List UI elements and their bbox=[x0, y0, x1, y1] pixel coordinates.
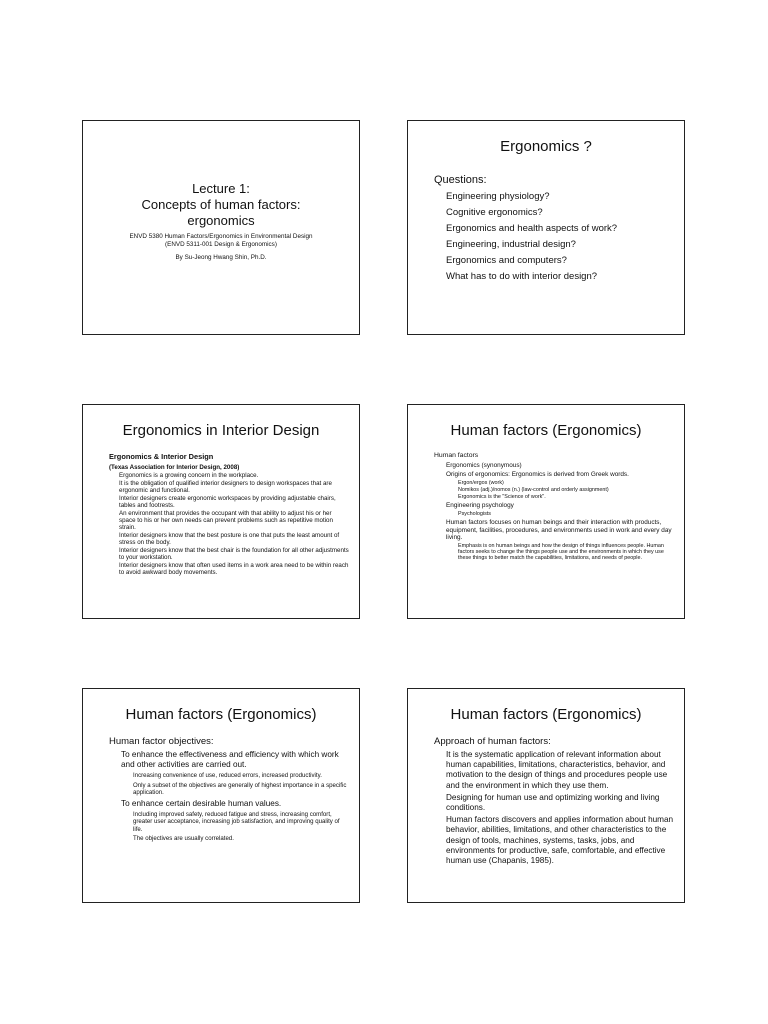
slide-1-author: By Su-Jeong Hwang Shin, Ph.D. bbox=[175, 254, 267, 262]
slide-2-body bbox=[408, 174, 684, 283]
list-item: Designing for human use and optimizing working and living conditions. bbox=[446, 792, 660, 813]
slide-1-subtitle bbox=[83, 233, 359, 248]
list-item: An environment that provides the occupant with that ability to adjust his or her space to his or her own needs can prevent problems such as repetitive motion strain. bbox=[119, 509, 333, 531]
slide-3-title: Ergonomics in Interior Design bbox=[122, 422, 320, 439]
list-item: Ergonomics (synonymous) bbox=[446, 461, 522, 469]
list-item: It is the systematic application of relevant information about human capabilities, limitations, characteristics, behavior, and motivation to the design of things and procedures people use and the environment in which they use them. bbox=[446, 750, 668, 790]
list-item: To enhance the effectiveness and efficiency with which work and other activities are carried out. bbox=[121, 750, 339, 770]
slide-5 bbox=[82, 688, 360, 903]
list-item: It is the obligation of qualified interior designers to design workspaces that are ergonomic and functional. bbox=[119, 479, 332, 494]
list-item: Cognitive ergonomics? bbox=[446, 207, 543, 218]
source-citation: (Texas Association for Interior Design, 2008) bbox=[109, 463, 240, 471]
sub-item: Only a subset of the objectives are generally of highest importance in a specific application. bbox=[133, 781, 347, 797]
slide-2 bbox=[407, 120, 685, 335]
slide-6 bbox=[407, 688, 685, 903]
title-line: Lecture 1: bbox=[192, 181, 250, 196]
sub-item: Increasing convenience of use, reduced errors, increased productivity. bbox=[133, 772, 322, 780]
list-item: What has to do with interior design? bbox=[446, 271, 598, 282]
slide-3 bbox=[82, 404, 360, 619]
list-item: Engineering psychology bbox=[446, 502, 514, 510]
section-heading: Human factors bbox=[434, 452, 479, 459]
section-heading: Human factor objectives: bbox=[109, 736, 214, 747]
list-item: Interior designers know that the best posture is one that puts the least amount of stress on the body. bbox=[119, 531, 340, 546]
slide-1 bbox=[82, 120, 360, 335]
title-line: Concepts of human factors: bbox=[141, 197, 301, 212]
list-item: Interior designers create ergonomic workspaces by providing adjustable chairs, tables and footrests. bbox=[119, 494, 336, 509]
slide-4 bbox=[407, 404, 685, 619]
list-item: Interior designers know that often used items in a work area need to be within reach to avoid awkward body movements. bbox=[119, 561, 349, 576]
sub-item: Including improved safety, reduced fatigue and stress, increasing comfort, greater user acceptance, increasing job satisfaction, and improving quality of life. bbox=[133, 810, 340, 833]
list-item: Ergonomics and health aspects of work? bbox=[446, 223, 618, 234]
list-item: Interior designers know that the best chair is the foundation for all other adjustments to your workstation. bbox=[119, 546, 349, 561]
list-item: To enhance certain desirable human values. bbox=[121, 798, 282, 808]
sub-item: Emphasis is on human beings and how the design of things influences people. Human factors seeks to change the things people use and the environments in which they use these things to better match the capabilities, limitations, and needs of people. bbox=[458, 542, 664, 562]
subtitle-line: ENVD 5380 Human Factors/Ergonomics in Environmental Design bbox=[129, 233, 313, 240]
questions-heading: Questions: bbox=[434, 174, 487, 186]
sub-item: Psychologists bbox=[458, 510, 491, 517]
slide-4-title: Human factors (Ergonomics) bbox=[450, 422, 642, 439]
slide-2-title: Ergonomics ? bbox=[500, 138, 592, 155]
list-item: Human factors focuses on human beings and their interaction with products, equipment, facilities, procedures, and environments used in work and every day living. bbox=[446, 519, 672, 542]
sub-item: Nomikos (adj.)/nomos (n.) (law-control and orderly assignment) bbox=[458, 486, 609, 493]
title-line: ergonomics bbox=[187, 213, 255, 228]
list-item: Engineering, industrial design? bbox=[446, 239, 576, 250]
section-heading: Approach of human factors: bbox=[434, 736, 551, 747]
slide-5-body bbox=[83, 736, 359, 842]
slide-6-title: Human factors (Ergonomics) bbox=[450, 706, 642, 723]
sub-item: Ergon/ergos (work) bbox=[458, 479, 504, 486]
slide-6-body bbox=[408, 736, 684, 866]
slide-5-title: Human factors (Ergonomics) bbox=[125, 706, 317, 723]
list-item: Origins of ergonomics: Ergonomics is derived from Greek words. bbox=[446, 471, 629, 479]
list-item: Engineering physiology? bbox=[446, 191, 550, 202]
list-item: Human factors discovers and applies information about human behavior, abilities, limitations, and other characteristics to the design of tools, machines, systems, tasks, jobs, and environments for productive, safe, comfortable, and effective human use (Chapanis, 1985). bbox=[446, 815, 674, 866]
list-item: Ergonomics and computers? bbox=[446, 255, 567, 266]
slide-1-title bbox=[83, 181, 359, 229]
list-item: Ergonomics is a growing concern in the workplace. bbox=[119, 471, 259, 479]
section-heading: Ergonomics & Interior Design bbox=[109, 452, 214, 461]
subtitle-line: (ENVD 5311-001 Design & Ergonomics) bbox=[165, 240, 277, 248]
slide-3-body bbox=[83, 452, 359, 576]
sub-item: Ergonomics is the "Science of work". bbox=[458, 494, 546, 501]
slide-4-body bbox=[408, 452, 684, 562]
sub-item: The objectives are usually correlated. bbox=[133, 835, 234, 843]
